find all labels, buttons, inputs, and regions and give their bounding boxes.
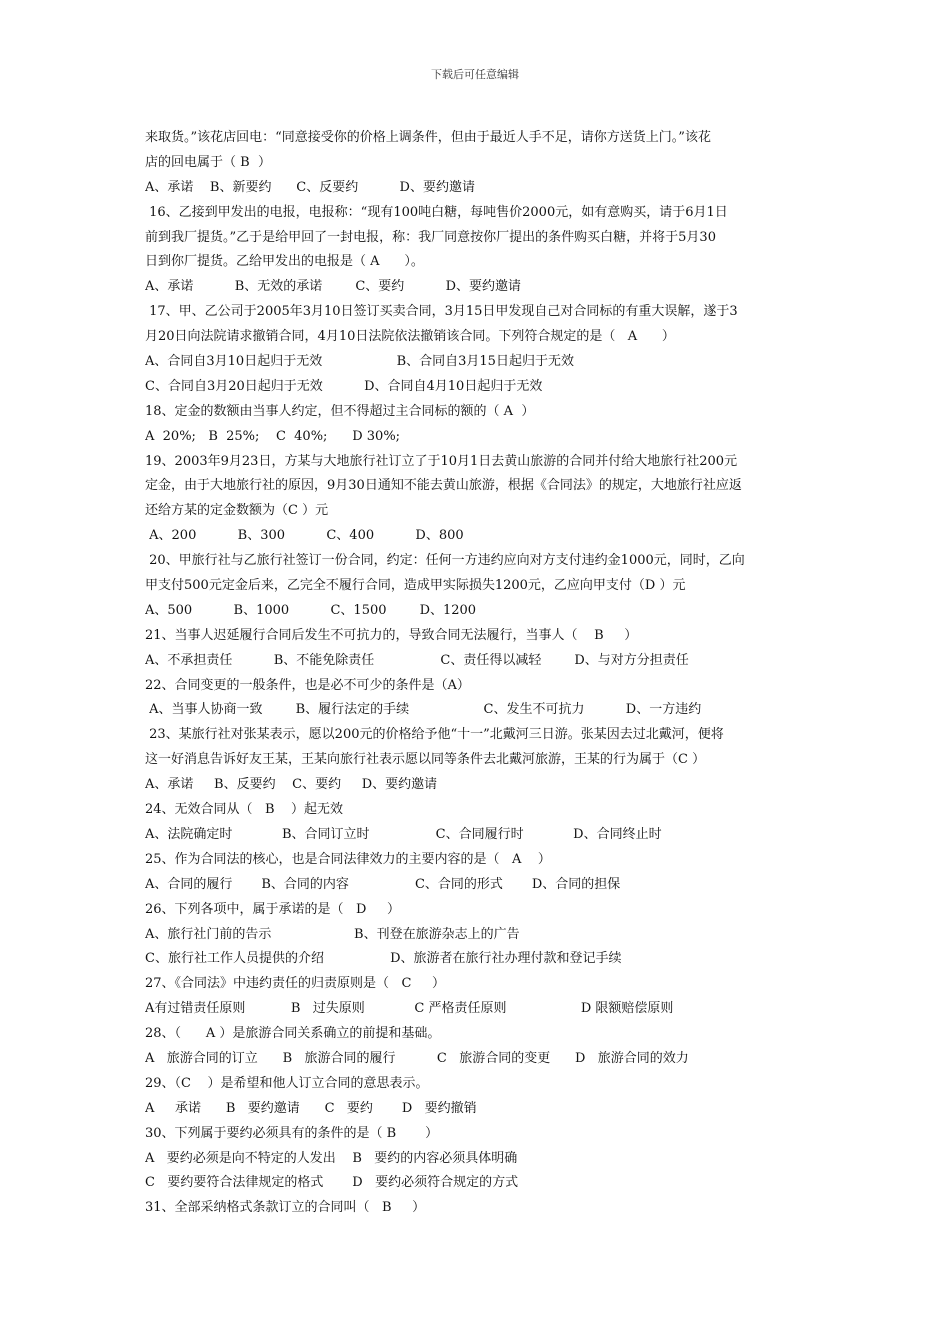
text-line: A 旅游合同的订立 B 旅游合同的履行 C 旅游合同的变更 D 旅游合同的效力 bbox=[145, 1050, 689, 1066]
text-line: 还给方某的定金数额为（C ）元 bbox=[145, 503, 329, 519]
text-line: 29、（C ）是希望和他人订立合同的意思表示。 bbox=[145, 1075, 429, 1091]
text-line: 定金，由于大地旅行社的原因，9月30日通知不能去黄山旅游，根据《合同法》的规定，大地旅行社应返 bbox=[145, 478, 742, 494]
text-line: 31、全部采纳格式条款订立的合同叫（ B ） bbox=[145, 1200, 426, 1216]
text-line: 26、下列各项中，属于承诺的是（ D ） bbox=[145, 901, 401, 917]
text-line: C、旅行社工作人员提供的介绍 D、旅游者在旅行社办理付款和登记手续 bbox=[145, 951, 622, 967]
text-line: 18、定金的数额由当事人约定，但不得超过主合同标的额的（ A ） bbox=[145, 403, 535, 419]
text-line: A、承诺 B、新要约 C、反要约 D、要约邀请 bbox=[145, 179, 475, 195]
text-line: A、合同自3月10日起归于无效 B、合同自3月15日起归于无效 bbox=[145, 354, 574, 370]
document-body bbox=[145, 126, 810, 1221]
text-line: 23、某旅行社对张某表示，愿以200元的价格给予他“十一”北戴河三日游。张某因去过北戴河，便将 bbox=[145, 727, 724, 743]
text-line: A、法院确定时 B、合同订立时 C、合同履行时 D、合同终止时 bbox=[145, 826, 662, 842]
text-line: A、200 B、300 C、400 D、800 bbox=[145, 528, 464, 544]
page-header: 下载后可任意编辑 bbox=[431, 68, 519, 81]
text-line: 24、无效合同从（ B ）起无效 bbox=[145, 802, 344, 818]
text-line: A 要约必须是向不特定的人发出 B 要约的内容必须具体明确 bbox=[145, 1150, 518, 1166]
text-line: 日到你厂提货。乙给甲发出的电报是（ A ）。 bbox=[145, 254, 424, 270]
text-line: 这一好消息告诉好友王某，王某向旅行社表示愿以同等条件去北戴河旅游，王某的行为属于（C ） bbox=[145, 752, 706, 768]
text-line: C 要约要符合法律规定的格式 D 要约必须符合规定的方式 bbox=[145, 1175, 519, 1191]
text-line: A、当事人协商一致 B、履行法定的手续 C、发生不可抗力 D、一方违约 bbox=[145, 702, 702, 718]
text-line: A、承诺 B、反要约 C、要约 D、要约邀请 bbox=[145, 777, 438, 793]
text-line: 22、合同变更的一般条件，也是必不可少的条件是（A） bbox=[145, 677, 470, 693]
text-line: C、合同自3月20日起归于无效 D、合同自4月10日起归于无效 bbox=[145, 378, 543, 394]
text-line: 来取货。”该花店回电：“同意接受你的价格上调条件，但由于最近人手不足，请你方送货上门。”该花 bbox=[145, 130, 711, 145]
text-line: 30、下列属于要约必须具有的条件的是（ B ） bbox=[145, 1125, 439, 1141]
text-line: 21、当事人迟延履行合同后发生不可抗力的，导致合同无法履行，当事人（ B ） bbox=[145, 627, 638, 643]
text-line: 甲支付500元定金后来，乙完全不履行合同，造成甲实际损失1200元，乙应向甲支付（D ）元 bbox=[145, 578, 686, 594]
text-line: 月20日向法院请求撤销合同，4月10日法院依法撤销该合同。下列符合规定的是（ A ） bbox=[145, 329, 675, 345]
text-line: 20、甲旅行社与乙旅行社签订一份合同，约定：任何一方违约应向对方支付违约金1000元，同时，乙向 bbox=[145, 553, 745, 569]
text-line: A、不承担责任 B、不能免除责任 C、责任得以减轻 D、与对方分担责任 bbox=[145, 652, 689, 668]
text-line: 17、甲、乙公司于2005年3月10日签订买卖合同，3月15日甲发现自己对合同标的有重大误解，遂于3 bbox=[145, 304, 738, 320]
text-line: A 承诺 B 要约邀请 C 要约 D 要约撤销 bbox=[145, 1100, 477, 1116]
text-line: A、500 B、1000 C、1500 D、1200 bbox=[145, 602, 477, 618]
text-line: A有过错责任原则 B 过失原则 C 严格责任原则 D 限额赔偿原则 bbox=[145, 1001, 674, 1017]
text-line: 店的回电属于（ B ） bbox=[145, 154, 271, 170]
text-line: A、旅行社门前的告示 B、刊登在旅游杂志上的广告 bbox=[145, 926, 520, 942]
text-line: 前到我厂提货。”乙于是给甲回了一封电报，称：我厂同意按你厂提出的条件购买白糖，并将于5月30 bbox=[145, 229, 716, 245]
text-line: 25、作为合同法的核心，也是合同法律效力的主要内容的是（ A ） bbox=[145, 851, 551, 867]
text-line: A、合同的履行 B、合同的内容 C、合同的形式 D、合同的担保 bbox=[145, 876, 621, 892]
text-line: 19、2003年9月23日，方某与大地旅行社订立了于10月1日去黄山旅游的合同并付给大地旅行社200元 bbox=[145, 453, 738, 469]
text-line: 16、乙接到甲发出的电报，电报称：“现有100吨白糖，每吨售价2000元，如有意购买，请于6月1日 bbox=[145, 204, 728, 220]
text-line: A、承诺 B、无效的承诺 C、要约 D、要约邀请 bbox=[145, 279, 522, 295]
text-line: A 20%; B 25%; C 40%; D 30%; bbox=[145, 428, 401, 444]
text-line: 27、《合同法》中违约责任的归责原则是（ C ） bbox=[145, 976, 446, 992]
text-line: 28、（ A ）是旅游合同关系确立的前提和基础。 bbox=[145, 1026, 441, 1042]
